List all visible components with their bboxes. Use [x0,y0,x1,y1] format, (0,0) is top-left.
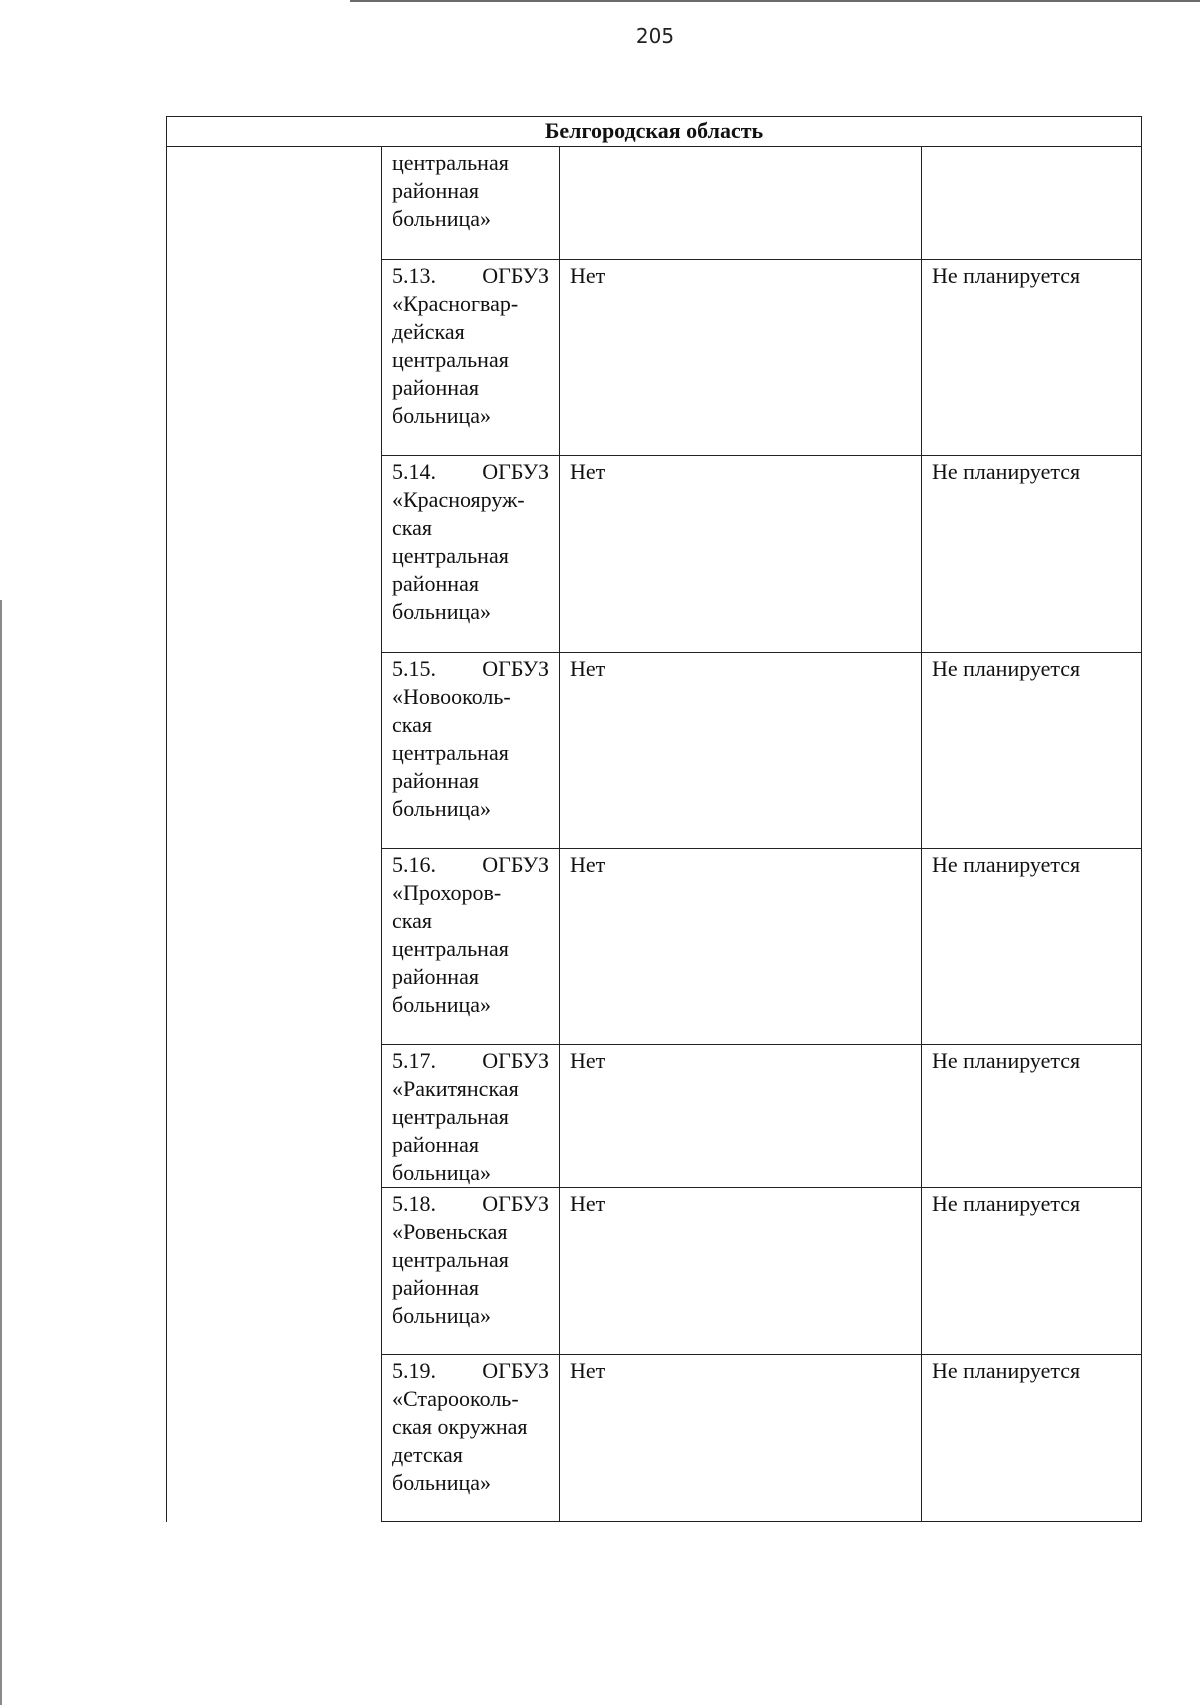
plan-cell: Не планируется [922,1045,1142,1188]
name-line: больница» [392,992,491,1017]
row-number: 5.13. [392,263,436,288]
status-cell: Нет [560,849,922,1045]
status-cell: Нет [560,456,922,653]
page-number: 205 [635,24,675,48]
facility-name-cell [382,653,560,849]
name-line: центральная [392,1247,509,1272]
status-cell: Нет [560,653,922,849]
name-line: центральная [392,347,509,372]
name-line: «Новооколь- [392,684,511,709]
org-type: ОГБУЗ [482,459,549,484]
name-line: детская [392,1442,463,1467]
plan-cell: Не планируется [922,1355,1142,1522]
empty-cell [167,1045,382,1188]
name-line: центральная [392,740,509,765]
row-number: 5.18. [392,1191,436,1216]
status-cell: Нет [560,1355,922,1522]
name-line: больница» [392,403,491,428]
empty-cell [167,1188,382,1355]
name-line: районная [392,571,479,596]
name-line: «Красногвар- [392,291,519,316]
name-line: «Прохоров- [392,880,502,905]
name-line: центральная [392,936,509,961]
region-header-row [167,117,1142,147]
name-line: районная [392,964,479,989]
name-line: районная [392,375,479,400]
name-line: ская [392,515,433,540]
empty-cell [167,260,382,456]
facilities-table [166,116,1142,1522]
scan-edge-left [0,600,2,1705]
facility-name-cell [382,260,560,456]
table-row-continuation [167,147,1142,260]
plan-cell: Не планируется [922,849,1142,1045]
empty-cell [167,456,382,653]
status-cell: Нет [560,260,922,456]
name-line: дейская [392,319,465,344]
name-line: районная [392,178,479,203]
name-line: «Старооколь- [392,1386,519,1411]
org-type: ОГБУЗ [482,656,549,681]
row-number: 5.15. [392,656,436,681]
org-type: ОГБУЗ [482,263,549,288]
facility-name-cell [382,147,560,260]
name-line: больница» [392,1160,491,1185]
plan-cell: Не планируется [922,260,1142,456]
empty-cell [167,653,382,849]
name-line: районная [392,1132,479,1157]
empty-cell [167,849,382,1045]
org-type: ОГБУЗ [482,1358,549,1383]
name-line: «Ровеньская [392,1219,508,1244]
name-line: ская окружная [392,1414,528,1439]
table-row [167,1045,1142,1188]
region-header: Белгородская область [167,117,1142,147]
name-line: «Краснояруж- [392,487,525,512]
row-number: 5.17. [392,1048,436,1073]
row-number: 5.19. [392,1358,436,1383]
plan-cell: Не планируется [922,1188,1142,1355]
status-cell [560,147,922,260]
table-row [167,456,1142,653]
facility-name-cell [382,1188,560,1355]
row-number: 5.16. [392,852,436,877]
plan-cell [922,147,1142,260]
empty-cell [167,147,382,260]
table-row [167,849,1142,1045]
name-line: центральная [392,1104,509,1129]
row-number: 5.14. [392,459,436,484]
plan-cell: Не планируется [922,653,1142,849]
name-line: больница» [392,1303,491,1328]
empty-cell [167,1355,382,1522]
name-line: районная [392,1275,479,1300]
org-type: ОГБУЗ [482,1191,549,1216]
name-line: больница» [392,206,491,231]
name-line: ская [392,712,433,737]
name-line: центральная [392,543,509,568]
org-type: ОГБУЗ [482,1048,549,1073]
org-type: ОГБУЗ [482,852,549,877]
facility-name-cell [382,456,560,653]
table-row [167,653,1142,849]
name-line: «Ракитянская [392,1076,519,1101]
name-line: ская [392,908,433,933]
scan-edge-top [350,0,1200,2]
plan-cell: Не планируется [922,456,1142,653]
table-row [167,1355,1142,1522]
name-line: центральная [392,150,509,175]
name-line: больница» [392,1470,491,1495]
name-line: больница» [392,796,491,821]
name-line: районная [392,768,479,793]
facility-name-cell [382,1355,560,1522]
status-cell: Нет [560,1188,922,1355]
table-row [167,260,1142,456]
table-row [167,1188,1142,1355]
name-line: больница» [392,599,491,624]
status-cell: Нет [560,1045,922,1188]
facility-name-cell [382,1045,560,1188]
facility-name-cell [382,849,560,1045]
